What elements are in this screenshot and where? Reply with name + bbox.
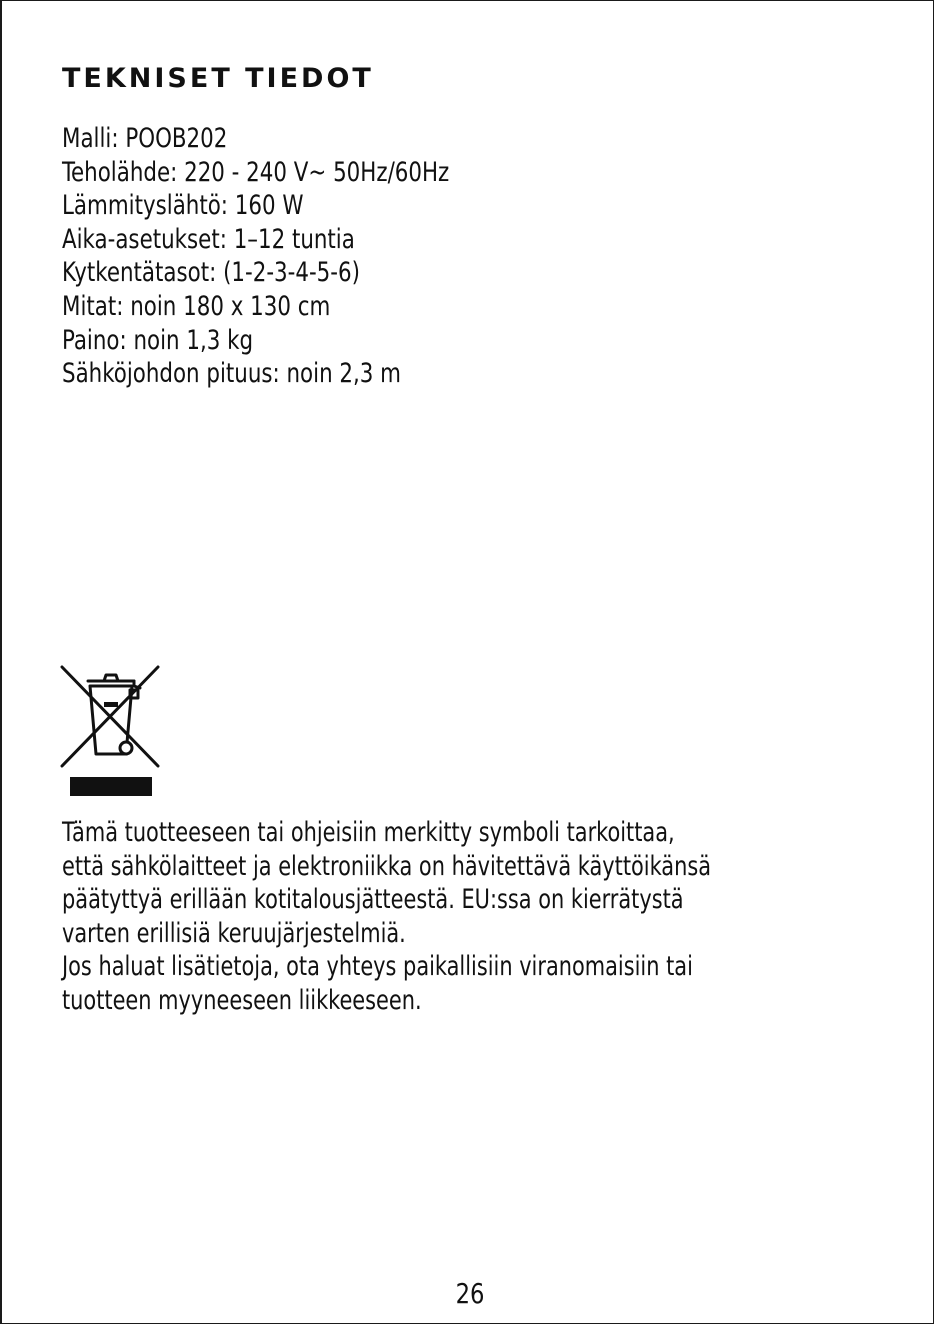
section-heading: TEKNISET TIEDOT bbox=[62, 63, 374, 94]
spec-list bbox=[62, 122, 502, 391]
notice-line: että sähkölaitteet ja elektroniikka on hävitettävä käyttöikänsä bbox=[62, 850, 712, 882]
page-number: 26 bbox=[455, 1277, 485, 1310]
notice-line: Jos haluat lisätietoja, ota yhteys paikallisiin viranomaisiin tai bbox=[62, 951, 693, 983]
spec-heat-levels: Kytkentätasot: (1-2-3-4-5-6) bbox=[62, 257, 360, 289]
spec-power-supply: Teholähde: 220 - 240 V~ 50Hz/60Hz bbox=[62, 156, 450, 188]
spec-timer-settings: Aika-asetukset: 1–12 tuntia bbox=[62, 223, 355, 255]
disposal-notice bbox=[62, 816, 882, 1018]
spec-cord-length: Sähköjohdon pituus: noin 2,3 m bbox=[62, 358, 402, 390]
crossed-out-wheelie-bin-icon bbox=[60, 664, 160, 798]
spec-heating-output: Lämmityslähtö: 160 W bbox=[62, 190, 304, 222]
notice-line: Tämä tuotteeseen tai ohjeisiin merkitty symboli tarkoittaa, bbox=[62, 817, 675, 848]
notice-line: tuotteen myyneeseen liikkeeseen. bbox=[62, 984, 422, 1016]
spec-weight: Paino: noin 1,3 kg bbox=[62, 324, 254, 356]
notice-line: päätyttyä erillään kotitalousjätteestä. EU:ssa on kierrätystä bbox=[62, 884, 684, 916]
spec-model: Malli: POOB202 bbox=[62, 123, 228, 154]
spec-dimensions: Mitat: noin 180 x 130 cm bbox=[62, 290, 331, 322]
notice-line: varten erillisiä keruujärjestelmiä. bbox=[62, 917, 406, 949]
